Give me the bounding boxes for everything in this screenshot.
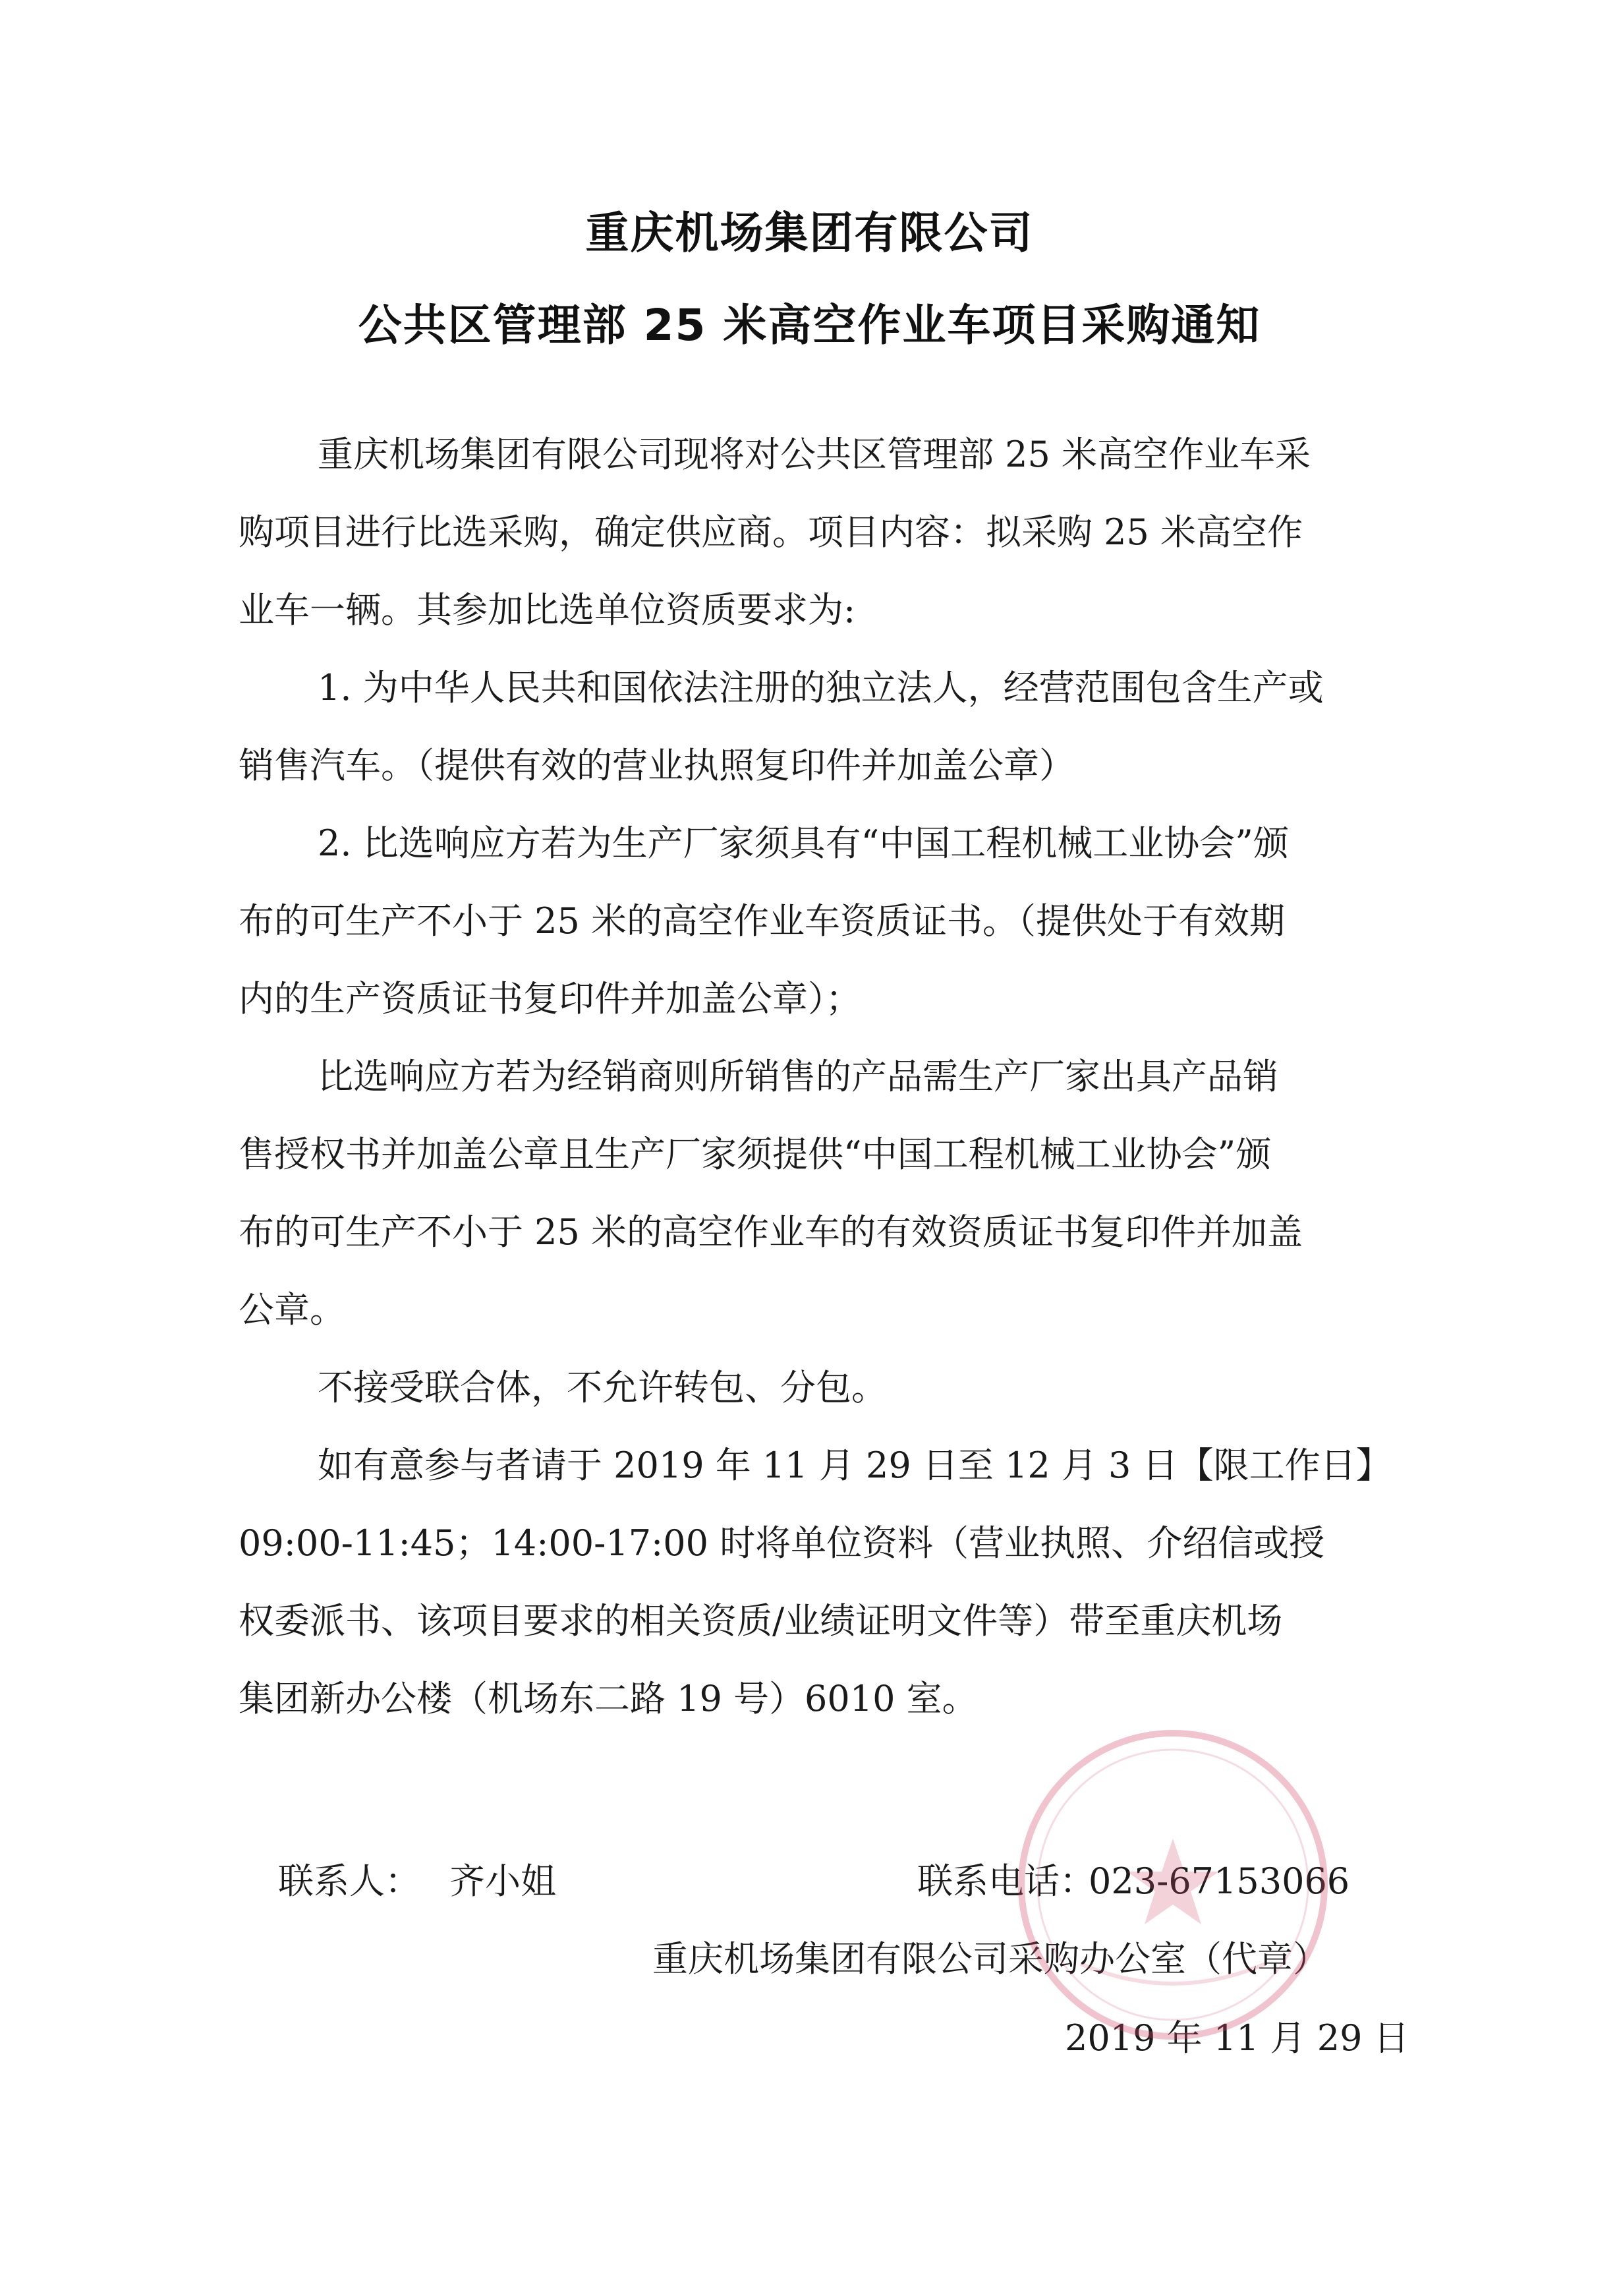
issue-date: 2019 年 11 月 29 日	[1065, 2017, 1409, 2059]
body-line: 集团新办公楼（机场东二路 19 号）6010 室。	[239, 1678, 978, 1719]
body-line: 比选响应方若为经销商则所销售的产品需生产厂家出具产品销	[318, 1056, 1278, 1097]
body-line: 业车一辆。其参加比选单位资质要求为:	[239, 589, 856, 631]
body-line: 公章。	[239, 1289, 345, 1331]
official-seal-stamp	[1002, 1713, 1344, 2056]
document-title-organization: 重庆机场集团有限公司	[585, 208, 1034, 258]
body-line: 购项目进行比选采购，确定供应商。项目内容：拟采购 25 米高空作	[239, 511, 1303, 553]
issuer-line: 重庆机场集团有限公司采购办公室（代章）	[652, 1938, 1328, 1980]
document-title-notice: 公共区管理部 25 米高空作业车项目采购通知	[358, 300, 1261, 351]
body-line: 2. 比选响应方若为生产厂家须具有“中国工程机械工业协会”颁	[318, 822, 1289, 864]
phone-label: 联系电话：	[917, 1860, 1095, 1902]
body-line: 不接受联合体，不允许转包、分包。	[318, 1367, 887, 1408]
phone-number: 023-67153066	[1089, 1860, 1350, 1902]
contact-name: 齐小姐	[449, 1860, 556, 1902]
body-line: 售授权书并加盖公章且生产厂家须提供“中国工程机械工业协会”颁	[239, 1134, 1272, 1175]
body-line: 内的生产资质证书复印件并加盖公章）；	[239, 978, 861, 1019]
body-line: 销售汽车。（提供有效的营业执照复印件并加盖公章）	[239, 745, 1075, 786]
body-line: 布的可生产不小于 25 米的高空作业车资质证书。（提供处于有效期	[239, 900, 1286, 942]
body-line: 如有意参与者请于 2019 年 11 月 29 日至 12 月 3 日【限工作日】	[318, 1445, 1392, 1486]
body-line: 09:00-11:45；14:00-17:00 时将单位资料（营业执照、介绍信或授	[239, 1522, 1325, 1564]
body-line: 重庆机场集团有限公司现将对公共区管理部 25 米高空作业车采	[318, 434, 1311, 475]
body-line: 1. 为中华人民共和国依法注册的独立法人，经营范围包含生产或	[318, 667, 1324, 708]
contact-label: 联系人：	[278, 1860, 420, 1902]
body-line: 权委派书、该项目要求的相关资质/业绩证明文件等）带至重庆机场	[239, 1600, 1283, 1642]
body-line: 布的可生产不小于 25 米的高空作业车的有效资质证书复印件并加盖	[239, 1211, 1303, 1253]
